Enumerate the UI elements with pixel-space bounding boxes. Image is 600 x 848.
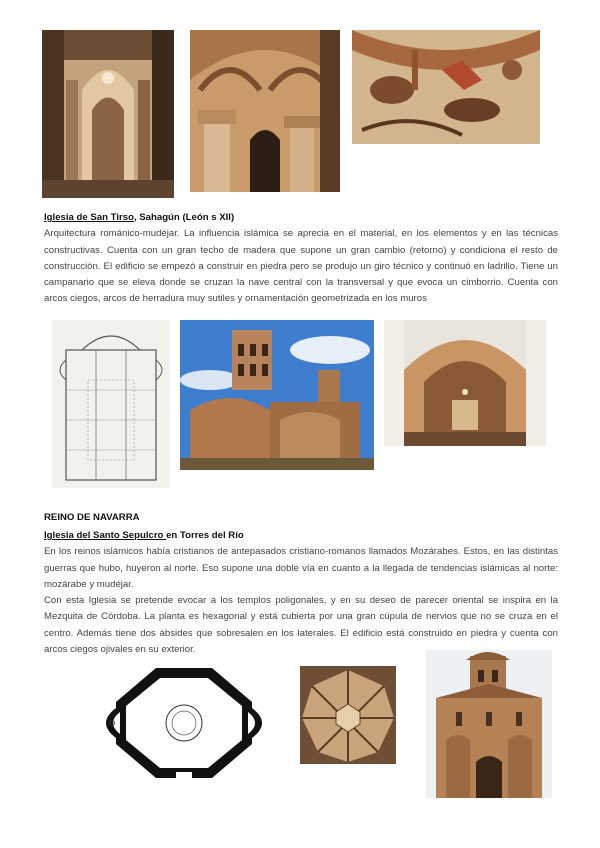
san-tirso-title — [44, 210, 558, 226]
san-tirso-exterior-photo — [180, 320, 374, 470]
san-tirso-apse-interior-photo — [384, 320, 546, 446]
san-tirso-description: Arquitectura románico-mudéjar. La influencia islámica se aprecia en el material, en los elementos y en las técnicas constructivas. Cuenta con un gran techo de madera que supone un gran cambio (retorno) y condiciona el resto de construcción. El edificio se empezó a construir en piedra pero se produjo un giro técnico y continuó en ladrillo. Tiene un campanario que se eleva donde se cruzan la nave central con la transversal y que evoca un cimborrio. Cuenta con arcos ciegos, arcos de herradura muy sutiles y ornamentación geometrizada en los muros — [44, 228, 558, 305]
santo-sepulcro-exterior-photo — [426, 650, 552, 798]
san-tirso-title-link: Iglesia de San Tirso — [44, 212, 134, 223]
section-san-tirso — [44, 210, 558, 308]
santo-sepulcro-paragraph-2: Con esta Iglesia se pretende evocar a los templos poligonales, y en su deseo de parecer oriental se inspira en la Mezquita de Córdoba. La planta es hexagonal y está cubierta por una gran cúpula de nervios que no se cruza en el centro. Además tiene dos ábsides que sobresalen en los laterales. El edificio está construido en piedra y cuenta con arcos ciegos ojivales en su exterior. — [44, 595, 558, 656]
capitals-arches-photo — [190, 30, 340, 192]
santo-sepulcro-title-link: Iglesia del Santo Sepulcro — [44, 530, 167, 541]
ribbed-dome-photo — [300, 666, 396, 764]
octagonal-plan-drawing — [96, 662, 272, 784]
santo-sepulcro-paragraph-1: En los reinos islámicos había cristianos de antepasados cristiano-romanos llamados Mozárabes. Estos, en las distintas guerras que hubo, huyeron al norte. Eso supone una doble vía en cuanto a la llegada de tendencias islámicas al norte: mozárabe y mudéjar. — [44, 546, 558, 590]
section-santo-sepulcro — [44, 528, 558, 658]
section-heading: REINO DE NAVARRA — [44, 512, 140, 523]
fresco-photo — [352, 30, 540, 144]
san-tirso-plan-drawing — [52, 320, 170, 488]
santo-sepulcro-title-location: en Torres del Río — [166, 530, 244, 541]
san-tirso-title-location: , Sahagún (León s XII) — [133, 212, 235, 223]
santo-sepulcro-title — [44, 528, 558, 544]
nave-interior-photo — [42, 30, 174, 198]
